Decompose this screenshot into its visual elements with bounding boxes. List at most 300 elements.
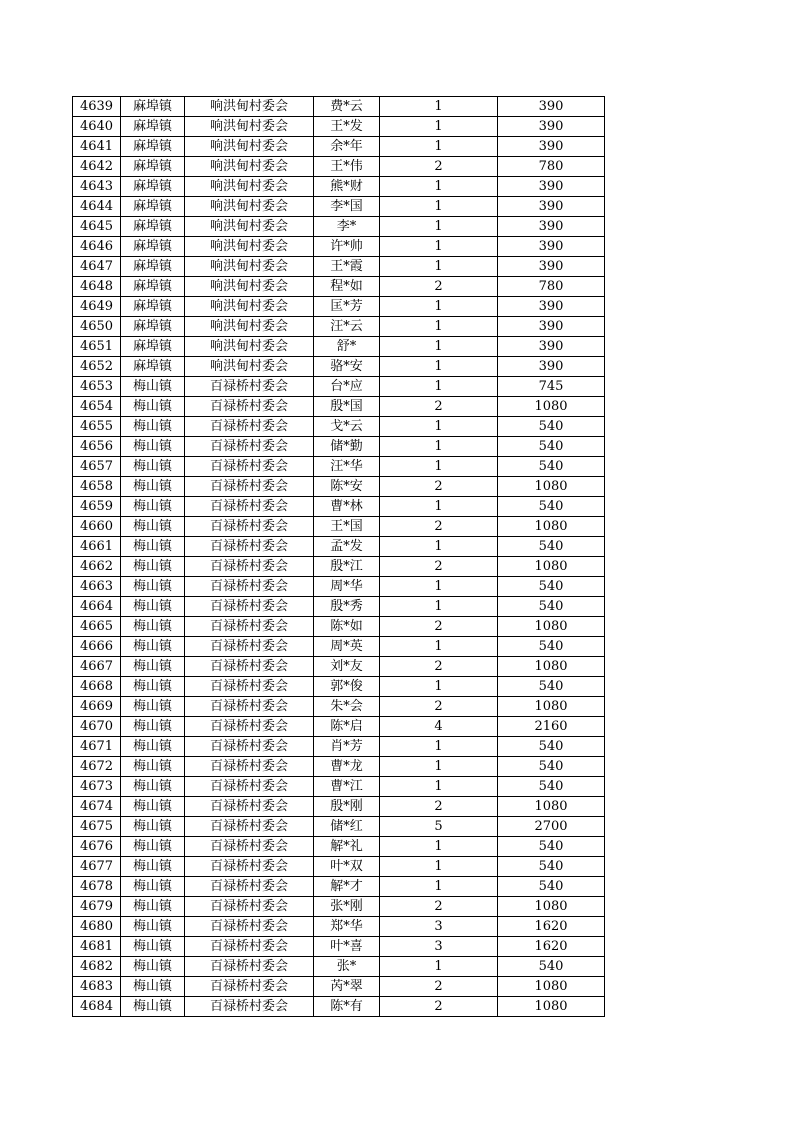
household-count-cell: 1 bbox=[380, 297, 498, 317]
amount-cell: 1080 bbox=[498, 997, 605, 1017]
town-cell: 麻埠镇 bbox=[121, 237, 185, 257]
town-cell: 梅山镇 bbox=[121, 617, 185, 637]
row-number-cell: 4666 bbox=[73, 637, 121, 657]
village-committee-cell: 响洪甸村委会 bbox=[185, 137, 314, 157]
person-name-cell: 余*年 bbox=[314, 137, 380, 157]
village-committee-cell: 百禄桥村委会 bbox=[185, 677, 314, 697]
amount-cell: 390 bbox=[498, 197, 605, 217]
amount-cell: 540 bbox=[498, 637, 605, 657]
village-committee-cell: 百禄桥村委会 bbox=[185, 477, 314, 497]
amount-cell: 390 bbox=[498, 237, 605, 257]
amount-cell: 390 bbox=[498, 117, 605, 137]
household-count-cell: 3 bbox=[380, 917, 498, 937]
row-number-cell: 4680 bbox=[73, 917, 121, 937]
person-name-cell: 王*国 bbox=[314, 517, 380, 537]
person-name-cell: 储*红 bbox=[314, 817, 380, 837]
town-cell: 麻埠镇 bbox=[121, 177, 185, 197]
town-cell: 梅山镇 bbox=[121, 477, 185, 497]
table-row bbox=[73, 497, 605, 517]
row-number-cell: 4654 bbox=[73, 397, 121, 417]
table-row bbox=[73, 757, 605, 777]
household-count-cell: 2 bbox=[380, 157, 498, 177]
person-name-cell: 曹*江 bbox=[314, 777, 380, 797]
row-number-cell: 4671 bbox=[73, 737, 121, 757]
amount-cell: 1620 bbox=[498, 917, 605, 937]
table-row bbox=[73, 697, 605, 717]
amount-cell: 780 bbox=[498, 277, 605, 297]
table-row bbox=[73, 237, 605, 257]
household-count-cell: 3 bbox=[380, 937, 498, 957]
village-committee-cell: 百禄桥村委会 bbox=[185, 917, 314, 937]
person-name-cell: 骆*安 bbox=[314, 357, 380, 377]
amount-cell: 1080 bbox=[498, 657, 605, 677]
amount-cell: 390 bbox=[498, 97, 605, 117]
person-name-cell: 肖*芳 bbox=[314, 737, 380, 757]
village-committee-cell: 百禄桥村委会 bbox=[185, 797, 314, 817]
row-number-cell: 4675 bbox=[73, 817, 121, 837]
amount-cell: 1080 bbox=[498, 977, 605, 997]
amount-cell: 1080 bbox=[498, 517, 605, 537]
household-count-cell: 2 bbox=[380, 997, 498, 1017]
town-cell: 梅山镇 bbox=[121, 817, 185, 837]
household-count-cell: 1 bbox=[380, 737, 498, 757]
row-number-cell: 4660 bbox=[73, 517, 121, 537]
village-committee-cell: 百禄桥村委会 bbox=[185, 717, 314, 737]
household-count-cell: 1 bbox=[380, 677, 498, 697]
row-number-cell: 4653 bbox=[73, 377, 121, 397]
table-row bbox=[73, 137, 605, 157]
amount-cell: 2160 bbox=[498, 717, 605, 737]
row-number-cell: 4643 bbox=[73, 177, 121, 197]
town-cell: 梅山镇 bbox=[121, 437, 185, 457]
amount-cell: 390 bbox=[498, 217, 605, 237]
village-committee-cell: 百禄桥村委会 bbox=[185, 397, 314, 417]
household-count-cell: 2 bbox=[380, 517, 498, 537]
person-name-cell: 芮*翠 bbox=[314, 977, 380, 997]
household-count-cell: 1 bbox=[380, 537, 498, 557]
town-cell: 梅山镇 bbox=[121, 897, 185, 917]
household-count-cell: 1 bbox=[380, 877, 498, 897]
table-row bbox=[73, 457, 605, 477]
person-name-cell: 程*如 bbox=[314, 277, 380, 297]
person-name-cell: 刘*友 bbox=[314, 657, 380, 677]
person-name-cell: 熊*财 bbox=[314, 177, 380, 197]
table-row bbox=[73, 817, 605, 837]
household-count-cell: 1 bbox=[380, 217, 498, 237]
table-row bbox=[73, 97, 605, 117]
town-cell: 梅山镇 bbox=[121, 997, 185, 1017]
person-name-cell: 台*应 bbox=[314, 377, 380, 397]
table-row bbox=[73, 317, 605, 337]
person-name-cell: 朱*会 bbox=[314, 697, 380, 717]
household-count-cell: 2 bbox=[380, 897, 498, 917]
person-name-cell: 许*帅 bbox=[314, 237, 380, 257]
amount-cell: 390 bbox=[498, 317, 605, 337]
household-count-cell: 1 bbox=[380, 257, 498, 277]
town-cell: 麻埠镇 bbox=[121, 197, 185, 217]
table-row bbox=[73, 577, 605, 597]
row-number-cell: 4645 bbox=[73, 217, 121, 237]
village-committee-cell: 响洪甸村委会 bbox=[185, 237, 314, 257]
amount-cell: 540 bbox=[498, 837, 605, 857]
town-cell: 麻埠镇 bbox=[121, 117, 185, 137]
village-committee-cell: 百禄桥村委会 bbox=[185, 897, 314, 917]
row-number-cell: 4673 bbox=[73, 777, 121, 797]
table-row bbox=[73, 477, 605, 497]
data-table bbox=[72, 96, 605, 1017]
town-cell: 梅山镇 bbox=[121, 957, 185, 977]
person-name-cell: 陈*启 bbox=[314, 717, 380, 737]
town-cell: 梅山镇 bbox=[121, 677, 185, 697]
row-number-cell: 4639 bbox=[73, 97, 121, 117]
town-cell: 梅山镇 bbox=[121, 797, 185, 817]
table-row bbox=[73, 677, 605, 697]
household-count-cell: 1 bbox=[380, 597, 498, 617]
row-number-cell: 4650 bbox=[73, 317, 121, 337]
amount-cell: 390 bbox=[498, 257, 605, 277]
row-number-cell: 4676 bbox=[73, 837, 121, 857]
table-row bbox=[73, 197, 605, 217]
person-name-cell: 解*礼 bbox=[314, 837, 380, 857]
amount-cell: 390 bbox=[498, 337, 605, 357]
table-row bbox=[73, 937, 605, 957]
table-row bbox=[73, 177, 605, 197]
household-count-cell: 2 bbox=[380, 397, 498, 417]
household-count-cell: 1 bbox=[380, 957, 498, 977]
town-cell: 梅山镇 bbox=[121, 777, 185, 797]
village-committee-cell: 响洪甸村委会 bbox=[185, 177, 314, 197]
household-count-cell: 1 bbox=[380, 137, 498, 157]
person-name-cell: 孟*发 bbox=[314, 537, 380, 557]
table-row bbox=[73, 957, 605, 977]
table-row bbox=[73, 117, 605, 137]
table-row bbox=[73, 517, 605, 537]
town-cell: 梅山镇 bbox=[121, 917, 185, 937]
village-committee-cell: 百禄桥村委会 bbox=[185, 597, 314, 617]
town-cell: 梅山镇 bbox=[121, 837, 185, 857]
household-count-cell: 1 bbox=[380, 417, 498, 437]
town-cell: 梅山镇 bbox=[121, 577, 185, 597]
row-number-cell: 4646 bbox=[73, 237, 121, 257]
person-name-cell: 张*刚 bbox=[314, 897, 380, 917]
village-committee-cell: 百禄桥村委会 bbox=[185, 977, 314, 997]
amount-cell: 1080 bbox=[498, 797, 605, 817]
table-body bbox=[73, 97, 605, 1017]
table-row bbox=[73, 997, 605, 1017]
row-number-cell: 4665 bbox=[73, 617, 121, 637]
village-committee-cell: 百禄桥村委会 bbox=[185, 617, 314, 637]
amount-cell: 1080 bbox=[498, 897, 605, 917]
table-row bbox=[73, 977, 605, 997]
village-committee-cell: 百禄桥村委会 bbox=[185, 497, 314, 517]
household-count-cell: 2 bbox=[380, 977, 498, 997]
person-name-cell: 殷*刚 bbox=[314, 797, 380, 817]
person-name-cell: 陈*如 bbox=[314, 617, 380, 637]
household-count-cell: 1 bbox=[380, 357, 498, 377]
person-name-cell: 叶*双 bbox=[314, 857, 380, 877]
village-committee-cell: 百禄桥村委会 bbox=[185, 817, 314, 837]
town-cell: 梅山镇 bbox=[121, 597, 185, 617]
household-count-cell: 1 bbox=[380, 237, 498, 257]
row-number-cell: 4656 bbox=[73, 437, 121, 457]
person-name-cell: 汪*华 bbox=[314, 457, 380, 477]
table-row bbox=[73, 597, 605, 617]
village-committee-cell: 百禄桥村委会 bbox=[185, 937, 314, 957]
row-number-cell: 4658 bbox=[73, 477, 121, 497]
person-name-cell: 费*云 bbox=[314, 97, 380, 117]
village-committee-cell: 百禄桥村委会 bbox=[185, 877, 314, 897]
table-row bbox=[73, 917, 605, 937]
row-number-cell: 4642 bbox=[73, 157, 121, 177]
table-row bbox=[73, 277, 605, 297]
person-name-cell: 郭*俊 bbox=[314, 677, 380, 697]
person-name-cell: 李*国 bbox=[314, 197, 380, 217]
household-count-cell: 1 bbox=[380, 337, 498, 357]
village-committee-cell: 百禄桥村委会 bbox=[185, 577, 314, 597]
person-name-cell: 殷*江 bbox=[314, 557, 380, 577]
table-row bbox=[73, 217, 605, 237]
row-number-cell: 4655 bbox=[73, 417, 121, 437]
village-committee-cell: 响洪甸村委会 bbox=[185, 357, 314, 377]
amount-cell: 1080 bbox=[498, 617, 605, 637]
person-name-cell: 解*才 bbox=[314, 877, 380, 897]
household-count-cell: 1 bbox=[380, 377, 498, 397]
row-number-cell: 4668 bbox=[73, 677, 121, 697]
town-cell: 梅山镇 bbox=[121, 857, 185, 877]
table-row bbox=[73, 897, 605, 917]
town-cell: 麻埠镇 bbox=[121, 217, 185, 237]
person-name-cell: 汪*云 bbox=[314, 317, 380, 337]
town-cell: 梅山镇 bbox=[121, 877, 185, 897]
row-number-cell: 4683 bbox=[73, 977, 121, 997]
row-number-cell: 4667 bbox=[73, 657, 121, 677]
amount-cell: 540 bbox=[498, 677, 605, 697]
person-name-cell: 王*发 bbox=[314, 117, 380, 137]
household-count-cell: 2 bbox=[380, 697, 498, 717]
amount-cell: 390 bbox=[498, 357, 605, 377]
row-number-cell: 4669 bbox=[73, 697, 121, 717]
table-row bbox=[73, 537, 605, 557]
amount-cell: 540 bbox=[498, 777, 605, 797]
village-committee-cell: 百禄桥村委会 bbox=[185, 757, 314, 777]
amount-cell: 1080 bbox=[498, 557, 605, 577]
person-name-cell: 叶*喜 bbox=[314, 937, 380, 957]
village-committee-cell: 响洪甸村委会 bbox=[185, 197, 314, 217]
table-row bbox=[73, 617, 605, 637]
row-number-cell: 4661 bbox=[73, 537, 121, 557]
table-row bbox=[73, 297, 605, 317]
row-number-cell: 4672 bbox=[73, 757, 121, 777]
row-number-cell: 4659 bbox=[73, 497, 121, 517]
row-number-cell: 4649 bbox=[73, 297, 121, 317]
amount-cell: 745 bbox=[498, 377, 605, 397]
town-cell: 麻埠镇 bbox=[121, 137, 185, 157]
household-count-cell: 1 bbox=[380, 757, 498, 777]
village-committee-cell: 百禄桥村委会 bbox=[185, 377, 314, 397]
village-committee-cell: 响洪甸村委会 bbox=[185, 157, 314, 177]
amount-cell: 540 bbox=[498, 457, 605, 477]
village-committee-cell: 响洪甸村委会 bbox=[185, 217, 314, 237]
household-count-cell: 2 bbox=[380, 657, 498, 677]
household-count-cell: 1 bbox=[380, 837, 498, 857]
table-row bbox=[73, 337, 605, 357]
person-name-cell: 舒* bbox=[314, 337, 380, 357]
table-row bbox=[73, 397, 605, 417]
village-committee-cell: 响洪甸村委会 bbox=[185, 337, 314, 357]
household-count-cell: 4 bbox=[380, 717, 498, 737]
town-cell: 麻埠镇 bbox=[121, 337, 185, 357]
amount-cell: 540 bbox=[498, 877, 605, 897]
row-number-cell: 4682 bbox=[73, 957, 121, 977]
town-cell: 麻埠镇 bbox=[121, 97, 185, 117]
town-cell: 梅山镇 bbox=[121, 697, 185, 717]
row-number-cell: 4640 bbox=[73, 117, 121, 137]
amount-cell: 540 bbox=[498, 757, 605, 777]
row-number-cell: 4641 bbox=[73, 137, 121, 157]
person-name-cell: 殷*秀 bbox=[314, 597, 380, 617]
town-cell: 梅山镇 bbox=[121, 397, 185, 417]
row-number-cell: 4647 bbox=[73, 257, 121, 277]
household-count-cell: 1 bbox=[380, 177, 498, 197]
household-count-cell: 1 bbox=[380, 437, 498, 457]
row-number-cell: 4648 bbox=[73, 277, 121, 297]
person-name-cell: 王*霞 bbox=[314, 257, 380, 277]
household-count-cell: 1 bbox=[380, 97, 498, 117]
household-count-cell: 5 bbox=[380, 817, 498, 837]
person-name-cell: 李* bbox=[314, 217, 380, 237]
amount-cell: 540 bbox=[498, 577, 605, 597]
household-count-cell: 2 bbox=[380, 617, 498, 637]
person-name-cell: 陈*安 bbox=[314, 477, 380, 497]
table-row bbox=[73, 877, 605, 897]
household-count-cell: 2 bbox=[380, 797, 498, 817]
table-row bbox=[73, 557, 605, 577]
person-name-cell: 王*伟 bbox=[314, 157, 380, 177]
village-committee-cell: 百禄桥村委会 bbox=[185, 457, 314, 477]
town-cell: 麻埠镇 bbox=[121, 297, 185, 317]
amount-cell: 540 bbox=[498, 417, 605, 437]
row-number-cell: 4644 bbox=[73, 197, 121, 217]
town-cell: 梅山镇 bbox=[121, 637, 185, 657]
amount-cell: 540 bbox=[498, 737, 605, 757]
household-count-cell: 1 bbox=[380, 117, 498, 137]
village-committee-cell: 百禄桥村委会 bbox=[185, 997, 314, 1017]
village-committee-cell: 百禄桥村委会 bbox=[185, 657, 314, 677]
row-number-cell: 4652 bbox=[73, 357, 121, 377]
village-committee-cell: 百禄桥村委会 bbox=[185, 777, 314, 797]
row-number-cell: 4679 bbox=[73, 897, 121, 917]
town-cell: 麻埠镇 bbox=[121, 317, 185, 337]
village-committee-cell: 百禄桥村委会 bbox=[185, 857, 314, 877]
row-number-cell: 4670 bbox=[73, 717, 121, 737]
household-count-cell: 1 bbox=[380, 777, 498, 797]
town-cell: 梅山镇 bbox=[121, 417, 185, 437]
table-row bbox=[73, 377, 605, 397]
amount-cell: 540 bbox=[498, 537, 605, 557]
row-number-cell: 4678 bbox=[73, 877, 121, 897]
village-committee-cell: 百禄桥村委会 bbox=[185, 417, 314, 437]
table-row bbox=[73, 717, 605, 737]
person-name-cell: 曹*林 bbox=[314, 497, 380, 517]
amount-cell: 1080 bbox=[498, 697, 605, 717]
row-number-cell: 4662 bbox=[73, 557, 121, 577]
amount-cell: 2700 bbox=[498, 817, 605, 837]
row-number-cell: 4664 bbox=[73, 597, 121, 617]
town-cell: 梅山镇 bbox=[121, 377, 185, 397]
town-cell: 麻埠镇 bbox=[121, 257, 185, 277]
town-cell: 梅山镇 bbox=[121, 737, 185, 757]
household-count-cell: 1 bbox=[380, 317, 498, 337]
village-committee-cell: 响洪甸村委会 bbox=[185, 277, 314, 297]
town-cell: 梅山镇 bbox=[121, 757, 185, 777]
person-name-cell: 周*英 bbox=[314, 637, 380, 657]
village-committee-cell: 百禄桥村委会 bbox=[185, 697, 314, 717]
table-row bbox=[73, 737, 605, 757]
amount-cell: 390 bbox=[498, 297, 605, 317]
household-count-cell: 1 bbox=[380, 497, 498, 517]
amount-cell: 540 bbox=[498, 597, 605, 617]
village-committee-cell: 百禄桥村委会 bbox=[185, 517, 314, 537]
household-count-cell: 2 bbox=[380, 477, 498, 497]
amount-cell: 540 bbox=[498, 957, 605, 977]
row-number-cell: 4651 bbox=[73, 337, 121, 357]
table-row bbox=[73, 417, 605, 437]
amount-cell: 390 bbox=[498, 177, 605, 197]
town-cell: 梅山镇 bbox=[121, 537, 185, 557]
village-committee-cell: 百禄桥村委会 bbox=[185, 537, 314, 557]
amount-cell: 540 bbox=[498, 437, 605, 457]
table-row bbox=[73, 857, 605, 877]
row-number-cell: 4674 bbox=[73, 797, 121, 817]
town-cell: 梅山镇 bbox=[121, 457, 185, 477]
town-cell: 梅山镇 bbox=[121, 497, 185, 517]
person-name-cell: 戈*云 bbox=[314, 417, 380, 437]
amount-cell: 1080 bbox=[498, 397, 605, 417]
village-committee-cell: 响洪甸村委会 bbox=[185, 117, 314, 137]
amount-cell: 1620 bbox=[498, 937, 605, 957]
table-row bbox=[73, 637, 605, 657]
village-committee-cell: 响洪甸村委会 bbox=[185, 297, 314, 317]
village-committee-cell: 响洪甸村委会 bbox=[185, 97, 314, 117]
village-committee-cell: 百禄桥村委会 bbox=[185, 557, 314, 577]
household-count-cell: 1 bbox=[380, 197, 498, 217]
table-row bbox=[73, 797, 605, 817]
town-cell: 梅山镇 bbox=[121, 657, 185, 677]
household-count-cell: 1 bbox=[380, 857, 498, 877]
person-name-cell: 郑*华 bbox=[314, 917, 380, 937]
village-committee-cell: 百禄桥村委会 bbox=[185, 737, 314, 757]
household-count-cell: 2 bbox=[380, 557, 498, 577]
village-committee-cell: 百禄桥村委会 bbox=[185, 957, 314, 977]
amount-cell: 390 bbox=[498, 137, 605, 157]
person-name-cell: 殷*国 bbox=[314, 397, 380, 417]
person-name-cell: 周*华 bbox=[314, 577, 380, 597]
table-row bbox=[73, 777, 605, 797]
person-name-cell: 储*勤 bbox=[314, 437, 380, 457]
table-row bbox=[73, 437, 605, 457]
person-name-cell: 曹*龙 bbox=[314, 757, 380, 777]
household-count-cell: 2 bbox=[380, 277, 498, 297]
town-cell: 梅山镇 bbox=[121, 937, 185, 957]
household-count-cell: 1 bbox=[380, 577, 498, 597]
row-number-cell: 4681 bbox=[73, 937, 121, 957]
town-cell: 梅山镇 bbox=[121, 717, 185, 737]
town-cell: 麻埠镇 bbox=[121, 157, 185, 177]
row-number-cell: 4657 bbox=[73, 457, 121, 477]
row-number-cell: 4684 bbox=[73, 997, 121, 1017]
amount-cell: 1080 bbox=[498, 477, 605, 497]
town-cell: 梅山镇 bbox=[121, 977, 185, 997]
